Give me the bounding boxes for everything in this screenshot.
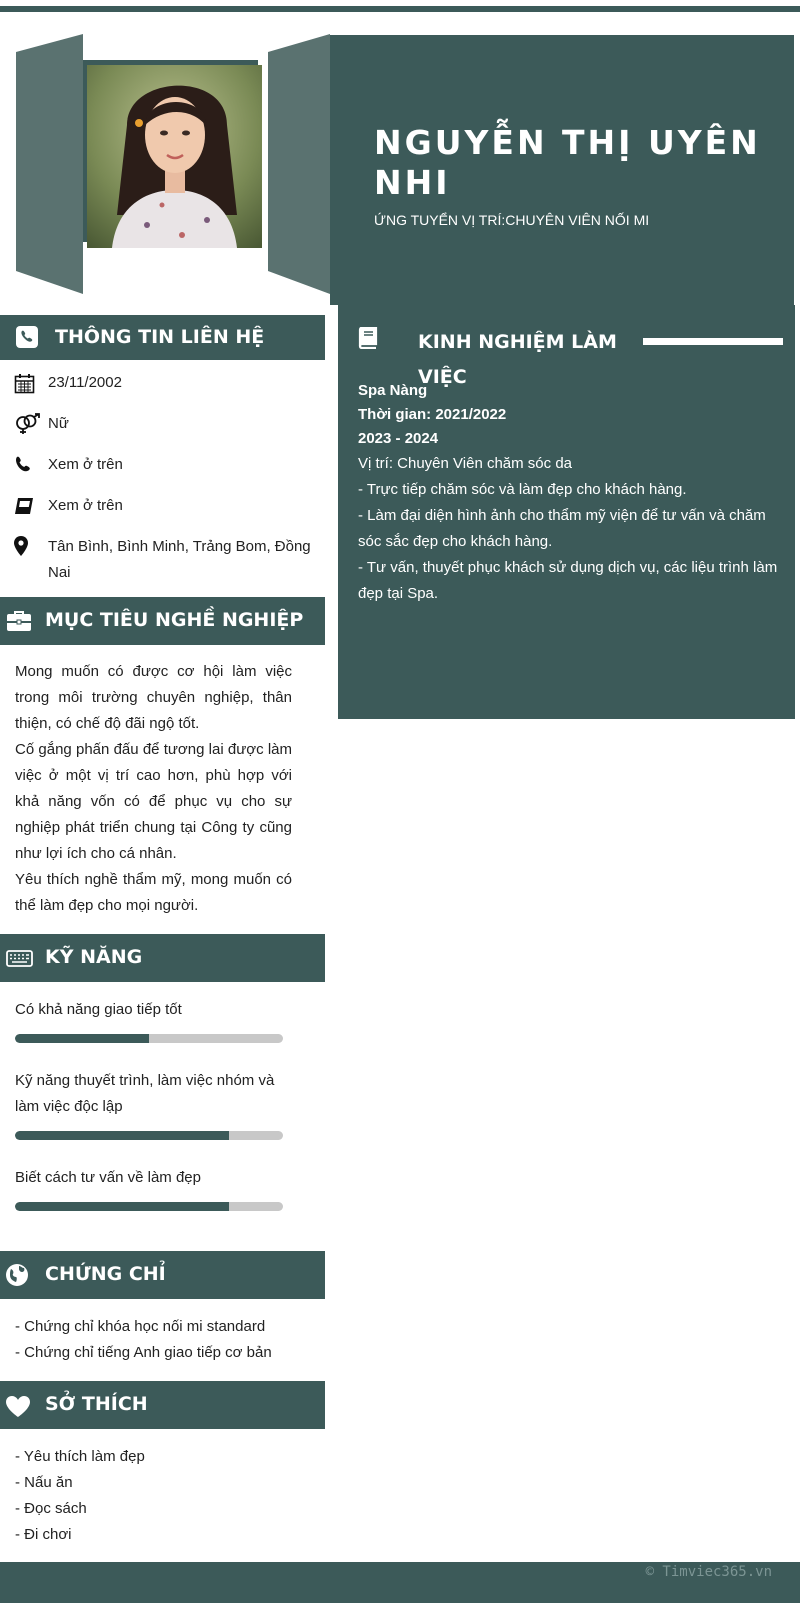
briefcase-icon — [6, 608, 32, 634]
phone-icon — [14, 452, 48, 478]
phone-icon — [14, 324, 40, 350]
list-item: - Đi chơi — [15, 1526, 72, 1543]
skill-label: Biết cách tư vấn về làm đẹp — [15, 1169, 201, 1186]
location-icon — [14, 534, 48, 560]
candidate-name: NGUYỄN THỊ UYÊN NHI — [374, 123, 761, 202]
skill-label: Kỹ năng thuyết trình, làm việc nhóm và làm việc độc lập — [15, 1072, 275, 1115]
section-contact — [0, 315, 325, 360]
profile-photo — [87, 65, 262, 248]
skill-level-bar — [15, 1202, 283, 1211]
list-item: - Chứng chỉ tiếng Anh giao tiếp cơ bản — [15, 1344, 272, 1361]
list-item: - Đọc sách — [15, 1500, 87, 1517]
section-certificates — [0, 1251, 325, 1299]
skill-label: Có khả năng giao tiếp tốt — [15, 1001, 182, 1018]
contact-item-email — [14, 493, 313, 519]
contact-item-birthday — [14, 370, 313, 396]
company-name: Spa Nàng — [358, 382, 428, 399]
contact-text: Xem ở trên — [48, 497, 123, 514]
job-detail: - Tư vấn, thuyết phục khách sử dụng dịch vụ, các liệu trình làm đẹp tại Spa. — [358, 559, 778, 602]
top-accent-bar — [0, 6, 800, 12]
header-panel — [330, 35, 794, 305]
title-underline — [643, 338, 783, 345]
list-item: - Nấu ăn — [15, 1474, 73, 1491]
contact-item-address — [14, 534, 313, 586]
globe-icon — [4, 1262, 30, 1288]
applied-position: ỨNG TUYỂN VỊ TRÍ:CHUYÊN VIÊN NỐI MI — [374, 212, 650, 228]
certificates-list — [15, 1314, 272, 1366]
contact-item-gender — [14, 411, 313, 437]
section-title: THÔNG TIN LIÊN HỆ — [55, 326, 265, 348]
list-item: - Chứng chỉ khóa học nối mi standard — [15, 1318, 266, 1335]
contact-text: Nữ — [48, 415, 69, 432]
section-objective — [0, 597, 325, 645]
skill-level-bar — [15, 1034, 283, 1043]
calendar-icon — [14, 370, 48, 396]
section-title: SỞ THÍCH — [45, 1393, 148, 1415]
section-title: CHỨNG CHỈ — [45, 1263, 166, 1285]
section-hobbies — [0, 1381, 325, 1429]
job-role: Vị trí: Chuyên Viên chăm sóc da — [358, 455, 572, 472]
skill-level-bar — [15, 1131, 283, 1140]
section-title: MỤC TIÊU NGHỀ NGHIỆP — [45, 609, 304, 631]
experience-entry — [358, 379, 778, 607]
keyboard-icon — [5, 945, 33, 971]
work-time: Thời gian: 2021/2022 — [358, 406, 507, 423]
job-detail: - Làm đại diện hình ảnh cho thẩm mỹ viện để tư vấn và chăm sóc sắc đẹp cho khách hàng. — [358, 507, 766, 550]
section-skills — [0, 934, 325, 982]
hobbies-list — [15, 1444, 145, 1548]
list-item: - Yêu thích làm đẹp — [15, 1448, 145, 1465]
profile-photo-frame — [0, 30, 335, 300]
contact-text: Tân Bình, Bình Minh, Trảng Bom, Đồng Nai — [48, 538, 311, 581]
watermark: © Timviec365.vn — [645, 1564, 772, 1580]
work-period: 2023 - 2024 — [358, 430, 439, 447]
heart-icon — [5, 1393, 31, 1419]
job-detail: - Trực tiếp chăm sóc và làm đẹp cho khách hàng. — [358, 481, 687, 498]
gender-icon — [14, 411, 48, 437]
contact-text: Xem ở trên — [48, 456, 123, 473]
book-icon — [356, 327, 378, 354]
objective-text: Mong muốn có được cơ hội làm việc trong môi trường chuyên nghiệp, thân thiện, có chế độ đãi ngộ tốt. Cố gắng phấn đấu để tương lai được làm việc ở một vị trí cao hơn, phù hợp với khả năng vốn có để phục vụ cho sự nghiệp phát triển chung tại Công ty cũng như lợi ích cho cá nhân. Yêu thích nghề thẩm mỹ, mong muốn có thể làm đẹp cho mọi người. — [15, 663, 292, 914]
footer-bar — [0, 1562, 800, 1603]
contact-item-phone — [14, 452, 313, 478]
contact-text: 23/11/2002 — [48, 374, 122, 391]
section-title: KINH NGHIỆM LÀM VIỆC — [418, 331, 617, 388]
section-experience — [338, 305, 795, 719]
email-icon — [14, 493, 48, 519]
section-title: KỸ NĂNG — [45, 946, 143, 968]
